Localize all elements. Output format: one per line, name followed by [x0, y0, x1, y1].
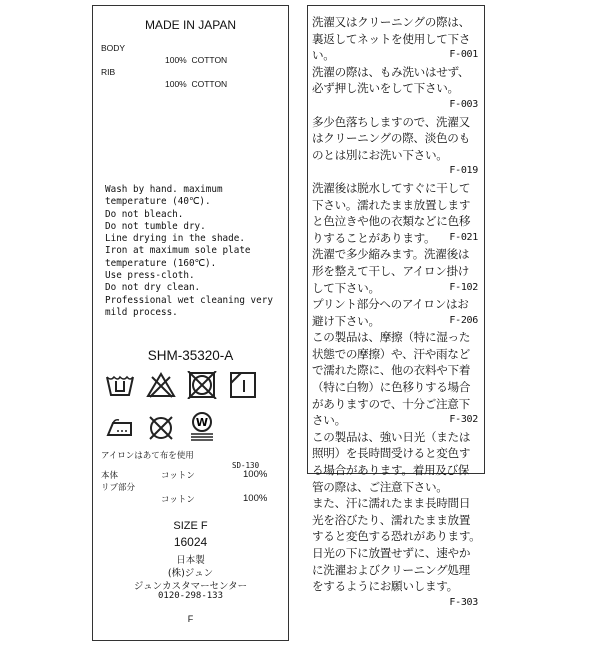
- note-code: [478, 213, 480, 230]
- care-line: Use press-cloth.: [105, 270, 195, 282]
- note-code: [478, 545, 480, 562]
- care-note-line: [312, 528, 480, 545]
- care-note-line: [312, 429, 480, 446]
- note-code: [478, 562, 480, 579]
- note-text: 下さい。濡れたまま放置します: [312, 197, 471, 212]
- company-name: (株)ジュン: [167, 568, 214, 579]
- rib-composition: 100% COTTON: [165, 79, 228, 89]
- note-text: 多少色落ちしますので、洗濯又: [312, 114, 470, 129]
- note-text: 照明）を長時間受けると変色す: [312, 446, 471, 461]
- care-line: Do not dry clean.: [105, 282, 201, 294]
- care-note-line: [312, 445, 480, 462]
- care-instructions: [105, 184, 273, 319]
- note-code: [478, 246, 480, 263]
- note-code: [478, 495, 480, 512]
- care-note-line: [312, 246, 480, 263]
- note-code: [478, 396, 480, 413]
- note-text: がありますので、十分ご注意下: [312, 396, 470, 411]
- note-code: [478, 429, 480, 446]
- note-text: この製品は、摩擦（特に湿った: [312, 330, 471, 345]
- care-note-line: [312, 462, 480, 479]
- note-text: りすることがあります。: [312, 230, 436, 245]
- care-note-line: [312, 296, 480, 313]
- care-note-line: [312, 362, 480, 379]
- note-text: 日光の下に放置せずに、速やか: [312, 546, 471, 560]
- care-note-line: [312, 512, 480, 529]
- phone-number: 0120-298-133: [157, 591, 224, 601]
- care-line: Line drying in the shade.: [105, 233, 245, 245]
- care-symbols-row-2: [105, 411, 223, 445]
- jp-rib-material: コットン: [161, 495, 195, 505]
- note-code: F-206: [449, 314, 478, 326]
- care-line: Professional wet cleaning very: [105, 294, 273, 306]
- care-note-line: [312, 479, 480, 496]
- note-code: [478, 379, 480, 396]
- jp-body-material: コットン: [161, 471, 195, 481]
- care-line: temperature (40℃).: [105, 196, 211, 208]
- note-code: [478, 296, 480, 313]
- care-note-line: [312, 578, 480, 595]
- body-composition: 100% COTTON: [165, 55, 228, 65]
- note-text: に洗濯およびクリーニング処理: [312, 562, 470, 577]
- care-notes-list: [312, 14, 480, 611]
- note-code: F-021: [449, 231, 478, 243]
- care-note-line: [312, 130, 480, 147]
- note-text: のとは別にお洗い下さい。: [312, 147, 448, 162]
- care-line: Iron at maximum sole plate: [105, 245, 251, 257]
- note-text: この製品は、強い日光（または: [312, 429, 471, 444]
- note-code: [478, 64, 480, 81]
- note-text: また、汗に濡れたまま長時間日: [312, 496, 471, 511]
- footer-code: F: [187, 614, 194, 624]
- care-note-line: [312, 80, 480, 97]
- jp-rib-label: リブ部分: [101, 483, 136, 493]
- care-line: Do not tumble dry.: [105, 220, 206, 232]
- care-line: mild process.: [105, 306, 178, 318]
- note-code: [478, 31, 480, 48]
- note-text: して下さい。: [312, 280, 380, 295]
- note-text: 避け下さい。: [312, 313, 380, 328]
- note-text: 洗濯又はクリーニングの際は、: [312, 15, 470, 29]
- note-code: [478, 462, 480, 479]
- style-code: SHM-35320-A: [147, 348, 234, 363]
- jp-rib-percent: 100%: [243, 493, 268, 504]
- note-text: 状態での摩擦）や、汗や雨など: [312, 346, 470, 361]
- care-line: temperature (160℃).: [105, 257, 217, 269]
- note-text: 光を浴びたり、濡れたまま放置: [312, 512, 471, 527]
- note-text: 洗濯後は脱水してすぐに干して: [312, 180, 471, 195]
- note-text: をするようにお願いします。: [312, 579, 458, 594]
- note-text: （特に白物）に色移りする場合: [312, 380, 471, 395]
- no-dry-clean-icon: [146, 413, 176, 441]
- note-code: F-019: [449, 165, 478, 177]
- svg-text:W: W: [196, 416, 209, 429]
- note-text: 必ず押し洗いをして下さい。: [312, 81, 459, 96]
- care-note-line: [312, 114, 480, 131]
- jp-body-label: 本体: [101, 471, 119, 481]
- english-care-label: [92, 5, 289, 641]
- care-note-line: [312, 147, 480, 164]
- note-code: [478, 14, 480, 31]
- note-code: [478, 362, 480, 379]
- note-code: [478, 180, 480, 197]
- care-note-line: [312, 329, 480, 346]
- note-text: 洗濯の際は、もみ洗いはせず、: [312, 64, 470, 79]
- rib-label: RIB: [101, 67, 116, 77]
- note-code: [478, 197, 480, 214]
- note-text: さい。: [312, 413, 346, 428]
- care-note-line: [312, 230, 480, 247]
- note-code: [478, 346, 480, 363]
- sd-code: SD-130: [232, 461, 260, 470]
- note-code: [478, 80, 480, 97]
- no-tumble-dry-icon: [187, 371, 217, 399]
- care-note-line: [312, 545, 480, 562]
- care-note-line: [312, 263, 480, 280]
- note-code: [478, 445, 480, 462]
- size-text: SIZE F: [173, 520, 208, 532]
- note-code: F-102: [449, 281, 478, 293]
- care-note-line: [312, 495, 480, 512]
- care-note-line: [312, 180, 480, 197]
- note-code: [478, 329, 480, 346]
- note-code: F-001: [449, 49, 478, 61]
- care-note-line: [312, 280, 480, 297]
- iron-medium-icon: [105, 413, 135, 441]
- note-text: 裏返してネットを使用して下さ: [312, 31, 471, 46]
- care-note-line: [312, 313, 480, 330]
- note-code: [478, 479, 480, 496]
- note-text: る場合があります。着用及び保: [312, 463, 470, 478]
- care-note-line: [312, 562, 480, 579]
- body-label: BODY: [101, 43, 126, 53]
- product-number: 16024: [173, 535, 208, 549]
- care-note-line: [312, 595, 480, 612]
- note-text: 洗濯で多少縮みます。洗濯後は: [312, 247, 470, 262]
- hand-wash-40-icon: [105, 371, 135, 399]
- note-code: F-303: [449, 596, 478, 608]
- note-text: プリント部分へのアイロンはお: [312, 297, 469, 312]
- note-text: い。: [312, 48, 335, 63]
- care-note-line: [312, 379, 480, 396]
- note-code: F-302: [449, 414, 478, 426]
- note-code: [478, 578, 480, 595]
- care-note-line: [312, 47, 480, 64]
- note-text: はクリーニングの際、淡色のも: [312, 131, 470, 146]
- note-text: 管の際は、ご注意下さい。: [312, 479, 448, 494]
- care-line: Do not bleach.: [105, 208, 184, 220]
- no-bleach-icon: [146, 371, 176, 399]
- care-note-line: [312, 64, 480, 81]
- iron-note: アイロンはあて布を使用: [101, 451, 194, 461]
- note-text: 形を整えて干し、アイロン掛け: [312, 263, 470, 278]
- note-text: すると変色する恐れがあります。: [312, 529, 481, 544]
- jp-body-percent: 100%: [243, 469, 268, 480]
- note-code: [478, 130, 480, 147]
- note-code: F-003: [449, 98, 478, 110]
- note-text: で濡れた際に、他の衣料や下着: [312, 363, 471, 378]
- origin-text: MADE IN JAPAN: [144, 18, 237, 32]
- care-note-line: [312, 412, 480, 429]
- note-code: [478, 147, 480, 164]
- care-note-line: [312, 213, 480, 230]
- customer-center: ジュンカスタマーセンター: [133, 581, 248, 592]
- care-note-line: [312, 163, 480, 180]
- japanese-care-notes: [307, 5, 485, 608]
- care-note-line: [312, 31, 480, 48]
- note-text: と色泣きや他の衣類などに色移: [312, 214, 471, 229]
- care-note-line: [312, 396, 480, 413]
- care-note-line: [312, 346, 480, 363]
- care-line: Wash by hand. maximum: [105, 184, 223, 195]
- care-note-line: [312, 14, 480, 31]
- line-dry-shade-icon: [228, 371, 258, 399]
- wet-clean-very-mild-icon: [187, 411, 217, 441]
- note-code: [478, 512, 480, 529]
- care-symbols-row-1: [105, 371, 264, 403]
- note-code: [478, 263, 480, 280]
- care-note-line: [312, 97, 480, 114]
- note-code: [480, 528, 482, 545]
- care-note-line: [312, 197, 480, 214]
- made-in-jp: 日本製: [176, 555, 205, 566]
- note-code: [478, 114, 480, 131]
